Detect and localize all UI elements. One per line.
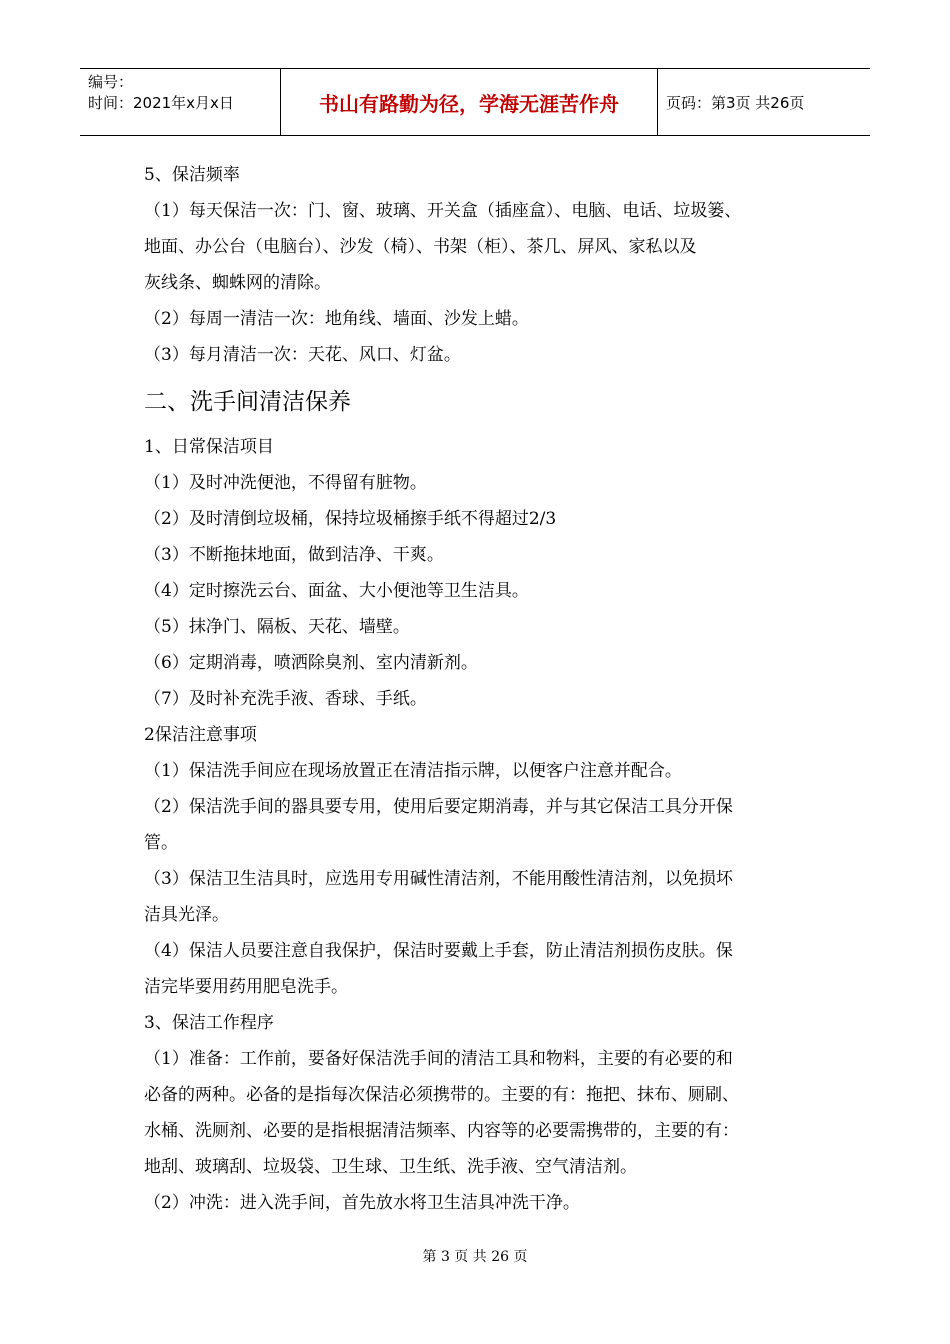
header-page: 页码：第3页 共26页 — [666, 93, 805, 112]
page-footer: 第 3 页 共 26 页 — [422, 1249, 528, 1265]
text-line: 地刮、玻璃刮、垃圾袋、卫生球、卫生纸、洗手液、空气清洁剂。 — [144, 1157, 637, 1177]
text-line: （1）准备：工作前，要备好保洁洗手间的清洁工具和物料，主要的有必要的和 — [144, 1049, 733, 1069]
header-meta — [80, 69, 281, 135]
text-line: （1）每天保洁一次：门、窗、玻璃、开关盒（插座盒）、电脑、电话、垃圾篓、 — [144, 201, 742, 221]
text-line: （4）保洁人员要注意自我保护，保洁时要戴上手套，防止清洁剂损伤皮肤。保 — [144, 941, 733, 961]
text-line: （7）及时补充洗手液、香球、手纸。 — [144, 689, 427, 709]
text-line: （1）及时冲洗便池，不得留有脏物。 — [144, 473, 427, 493]
text-line: （2）及时清倒垃圾桶，保持垃圾桶擦手纸不得超过2/3 — [144, 509, 557, 529]
text-line: （6）定期消毒，喷洒除臭剂、室内清新剂。 — [144, 653, 478, 673]
text-line: 洁完毕要用药用肥皂洗手。 — [144, 977, 348, 997]
text-line: 灰线条、蜘蛛网的清除。 — [144, 273, 331, 293]
text-line: （4）定时擦洗云台、面盆、大小便池等卫生洁具。 — [144, 581, 529, 601]
text-line: 管。 — [144, 833, 178, 853]
text-line: 5、保洁频率 — [144, 165, 240, 185]
section-heading: 二、洗手间清洁保养 — [144, 389, 351, 415]
text-line: 2保洁注意事项 — [144, 725, 257, 745]
text-line: 水桶、洗厕剂、必要的是指根据清洁频率、内容等的必要需携带的，主要的有： — [144, 1121, 739, 1141]
text-line: （2）每周一清洁一次：地角线、墙面、沙发上蜡。 — [144, 309, 529, 329]
text-line: 洁具光泽。 — [144, 905, 229, 925]
text-line: （2）冲洗：进入洗手间，首先放水将卫生洁具冲洗干净。 — [144, 1193, 580, 1213]
header-time: 时间：2021年x月x日 — [88, 94, 234, 112]
text-line: （3）每月清洁一次：天花、风口、灯盆。 — [144, 345, 461, 365]
text-line: 必备的两种。必备的是指每次保洁必须携带的。主要的有：拖把、抹布、厕刷、 — [144, 1085, 739, 1105]
text-line: （1）保洁洗手间应在现场放置正在清洁指示牌，以便客户注意并配合。 — [144, 761, 682, 781]
page-header — [80, 68, 870, 136]
header-number: 编号： — [88, 73, 134, 91]
text-line: 1、日常保洁项目 — [144, 437, 274, 457]
text-line: 地面、办公台（电脑台）、沙发（椅）、书架（柜）、茶几、屏风、家私以及 — [144, 237, 697, 257]
text-line: 3、保洁工作程序 — [144, 1013, 274, 1033]
text-line: （3）保洁卫生洁具时，应选用专用碱性清洁剂，不能用酸性清洁剂，以免损坏 — [144, 869, 733, 889]
header-motto: 书山有路勤为径，学海无涯苦作舟 — [281, 69, 658, 135]
text-line: （2）保洁洗手间的器具要专用，使用后要定期消毒，并与其它保洁工具分开保 — [144, 797, 733, 817]
text-line: （5）抹净门、隔板、天花、墙壁。 — [144, 617, 410, 637]
text-line: （3）不断拖抹地面，做到洁净、干爽。 — [144, 545, 444, 565]
document-body — [144, 157, 824, 1221]
